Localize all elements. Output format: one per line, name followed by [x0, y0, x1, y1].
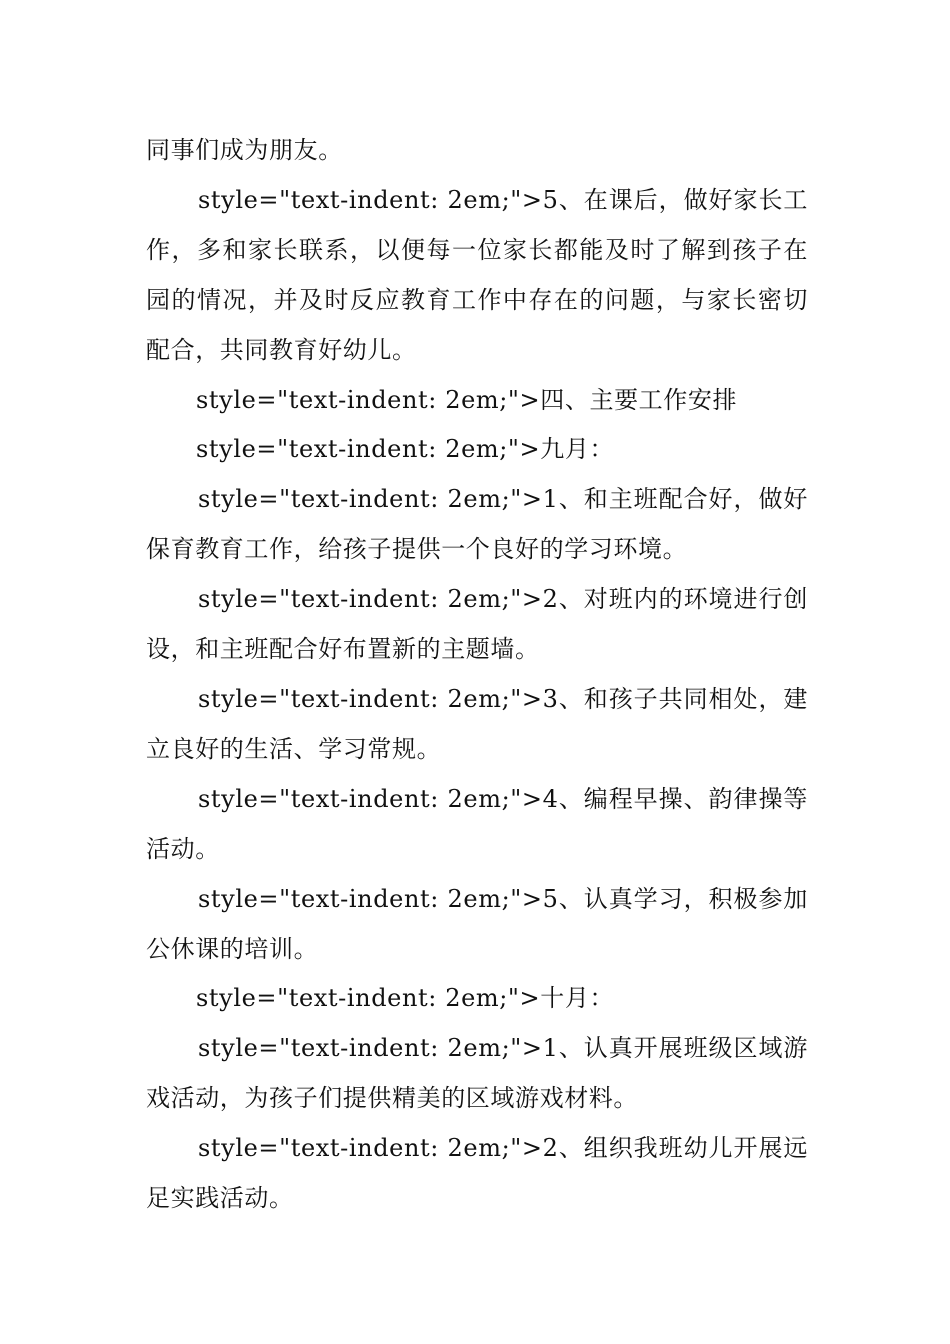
paragraph-continuation: 同事们成为朋友。 [146, 136, 343, 164]
section-heading-work-schedule: style="text-indent: 2em;">四、主要工作安排 [196, 385, 738, 414]
month-heading-september: style="text-indent: 2em;">九月： [196, 435, 615, 464]
paragraph-october-item-2: style="text-indent: 2em;">2、组织我班幼儿开展远足实践活动。 [146, 1134, 808, 1213]
paragraph-september-item-1: style="text-indent: 2em;">1、和主班配合好，做好保育教育工作，给孩子提供一个良好的学习环境。 [146, 485, 808, 564]
paragraph-september-item-4: style="text-indent: 2em;">4、编程早操、韵律操等活动。 [146, 784, 808, 863]
paragraph-item-5-parent-work: style="text-indent: 2em;">5、在课后，做好家长工作，多和家长联系，以便每一位家长都能及时了解到孩子在园的情况，并及时反应教育工作中存在的问题，与家长密切配合，共同教育好幼儿。 [146, 185, 808, 364]
paragraph-september-item-2: style="text-indent: 2em;">2、对班内的环境进行创设，和主班配合好布置新的主题墙。 [146, 585, 808, 664]
paragraph-september-item-3: style="text-indent: 2em;">3、和孩子共同相处，建立良好的生活、学习常规。 [146, 684, 808, 763]
paragraph-september-item-5: style="text-indent: 2em;">5、认真学习，积极参加公休课的培训。 [146, 884, 808, 963]
document-body [146, 126, 808, 1224]
month-heading-october: style="text-indent: 2em;">十月： [196, 984, 615, 1013]
paragraph-october-item-1: style="text-indent: 2em;">1、认真开展班级区域游戏活动，为孩子们提供精美的区域游戏材料。 [146, 1034, 808, 1113]
